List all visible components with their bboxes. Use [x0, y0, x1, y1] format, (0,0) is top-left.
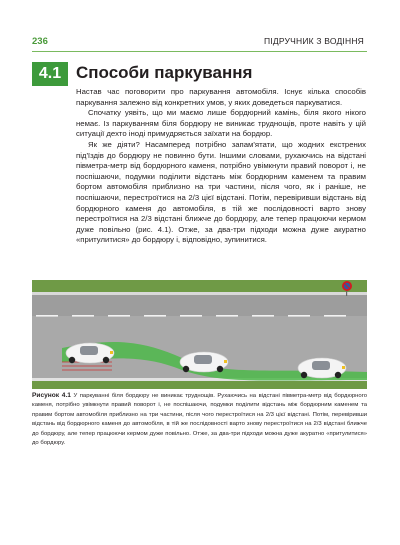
running-title: ПІДРУЧНИК З ВОДІННЯ	[264, 36, 364, 46]
section-title: Способи паркування	[76, 63, 253, 82]
car-position-1	[66, 343, 114, 363]
paragraph: Спочатку уявіть, що ми маємо лише бордюрний камінь, біля якого нікого немає. Із паркуванням біля бордюру не виникає труднощів, проте навіть у цій ситуації дехто іноді примудряється заїхати на бордюр.	[76, 108, 366, 139]
caption-text: У паркуванні біля бордюру не виникає труднощів. Рухаючись на відстані півметра-метр від бордюрного каменя, потрібно увімкнути правий поворот і, не поспішаючи, подумки поділити відстань між бордюрним каменем та правим бортом автомобіля приблизно на три частини, після чого перестроїтися на 2/3 цієї відстані. Потім, перевіривши відстань від бордюрного каменя до автомобіля, в тій же послідовності варто знову перестроїтися на 2/3 відстані ближче до бордюру, але тепер працюючи кермом дуже повільно. Отже, за два-три підходи можна дуже акуратно «притулитися» до бордюру.	[32, 393, 367, 447]
parking-illustration	[32, 280, 367, 389]
header-divider	[32, 51, 367, 52]
body-text	[76, 87, 366, 246]
curb-top	[32, 292, 367, 295]
far-lane	[32, 294, 367, 316]
page-header	[32, 36, 364, 48]
caption-label: Рисунок 4.1	[32, 392, 71, 399]
car-position-2	[180, 352, 228, 372]
page-number: 236	[32, 36, 48, 47]
section-number-badge: 4.1	[32, 62, 68, 86]
car-position-3	[298, 358, 346, 378]
figure-caption	[32, 391, 367, 448]
lane-dashes	[36, 315, 346, 317]
paragraph: Як же діяти? Насамперед потрібно запам'ятати, що жодних екстрених під'їздів до бордюру не повинно бути. Іншими словами, рухаючись на відстані півметра-метр від бордюрного каменя, потрібно увімкнути правий поворот і, не поспішаючи, подумки поділити відстань між бордюрним каменем та правим бортом автомобіля приблизно на три частини, після чого, як і раніше, не поспішаючи, перестроїтися на 2/3 цієї відстані. Потім, перевіривши відстань від бордюрного каменя до автомобіля, в тій же послідовності варто знову перестроїтися на 2/3 відстані ближче до бордюру, але тепер працюючи кермом дуже повільно (рис. 4.1). Отже, за два-три підходи можна дуже акуратно «притулитися» до бордюру і, відповідно, зупинитися.	[76, 139, 366, 245]
paragraph: Настав час поговорити про паркування автомобіля. Існує кілька способів паркування залежно від конкретних умов, у яких доведеться паркуватися.	[76, 87, 366, 107]
